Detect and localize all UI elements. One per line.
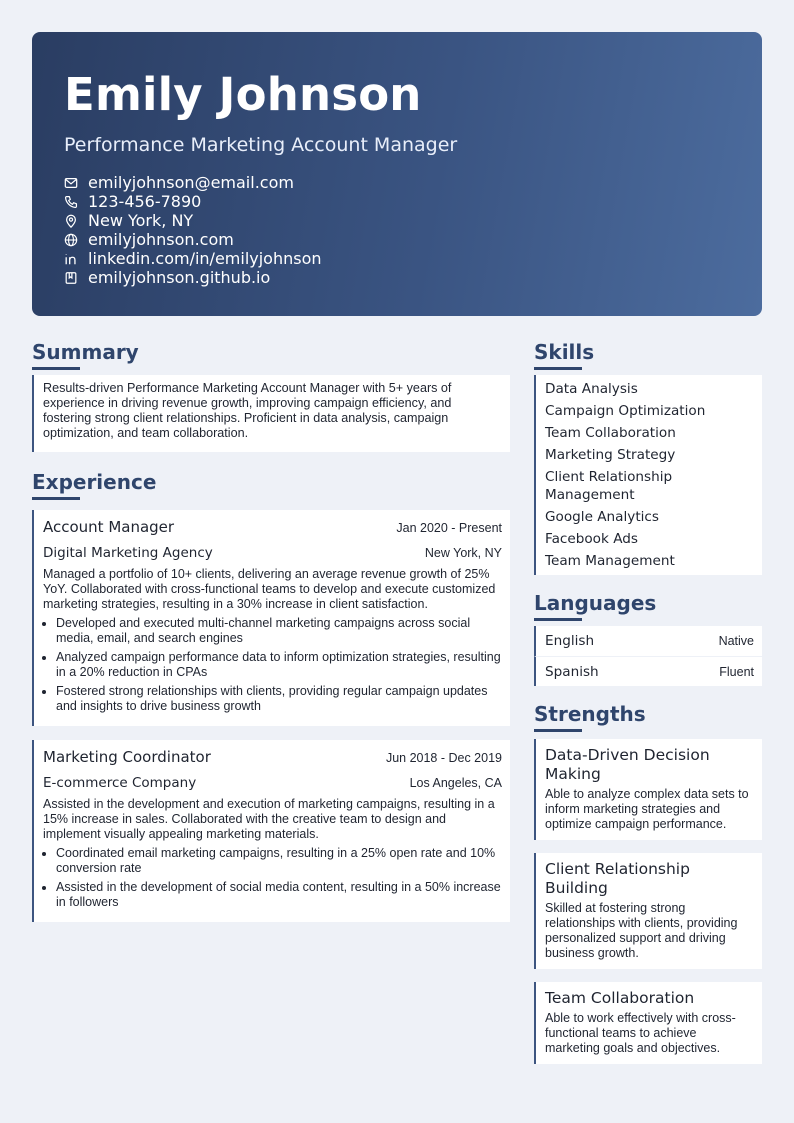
skill-item: Campaign Optimization: [545, 403, 706, 419]
strength-title: Client Relationship Building: [545, 860, 690, 897]
skill-item: Team Management: [545, 553, 675, 569]
contact-location: [64, 211, 730, 230]
skill-item: Google Analytics: [545, 509, 659, 525]
skill-item: Facebook Ads: [545, 531, 638, 547]
contact-github-text: emilyjohnson.github.io: [88, 268, 271, 287]
linkedin-icon: [64, 252, 78, 266]
job-company: Digital Marketing Agency: [43, 545, 213, 561]
skill-item: Team Collaboration: [545, 425, 676, 441]
main-column: [32, 338, 510, 922]
job-date: Jan 2020 - Present: [396, 521, 502, 535]
job-location: New York, NY: [424, 546, 502, 560]
contact-linkedin-text: linkedin.com/in/emilyjohnson: [88, 249, 322, 268]
contact-email[interactable]: [64, 173, 730, 192]
job-bullet: • Assisted in the development of social media content, resulting in a 50% increase in followers: [56, 880, 502, 910]
skills-heading: Skills: [534, 338, 762, 370]
strength-card: [534, 982, 762, 1064]
strength-card: [534, 853, 762, 969]
strength-description: Able to analyze complex data sets to inform marketing strategies and optimize campaign performance.: [545, 787, 749, 831]
language-name: English: [545, 633, 595, 649]
language-name: Spanish: [545, 663, 599, 680]
resume-header: [32, 32, 762, 316]
job-bullets: [43, 616, 502, 714]
candidate-name: Emily Johnson: [64, 68, 422, 121]
candidate-title: Performance Marketing Account Manager: [64, 134, 458, 156]
skills-card: [534, 375, 762, 575]
contact-list: [64, 173, 730, 287]
phone-icon: [64, 195, 78, 209]
skill-item: Data Analysis: [545, 381, 638, 397]
email-icon: [64, 176, 78, 190]
contact-phone[interactable]: [64, 192, 730, 211]
location-icon: [64, 214, 78, 228]
language-level: Native: [718, 634, 754, 648]
contact-email-text: emilyjohnson@email.com: [88, 173, 294, 192]
job-location: Los Angeles, CA: [409, 776, 502, 790]
job-bullet: • Developed and executed multi-channel marketing campaigns across social media, email, and search engines: [56, 616, 502, 646]
skill-item: Marketing Strategy: [545, 447, 676, 463]
job-bullets: [43, 846, 502, 910]
strengths-heading: Strengths: [534, 700, 762, 732]
contact-linkedin[interactable]: [64, 249, 730, 268]
job-date: Jun 2018 - Dec 2019: [385, 751, 502, 765]
job-title: Account Manager: [43, 518, 175, 536]
github-icon: [64, 271, 78, 285]
language-row: [534, 656, 762, 686]
job-bullet: • Fostered strong relationships with clients, providing regular campaign updates and insights to drive business growth: [56, 684, 502, 714]
language-row: [534, 626, 762, 656]
strength-title: Team Collaboration: [545, 989, 695, 1007]
job-title: Marketing Coordinator: [43, 748, 211, 766]
job-description: Managed a portfolio of 10+ clients, delivering an average revenue growth of 25% YoY. Collaborated with cross-functional teams to develop and execute customized marketing strategies, resulting in a 30% increase in client satisfaction.: [43, 567, 496, 611]
strength-title: Data-Driven Decision Making: [545, 746, 710, 783]
globe-icon: [64, 233, 78, 247]
job-entry: [32, 510, 510, 726]
contact-website-text: emilyjohnson.com: [88, 230, 234, 249]
job-company: E-commerce Company: [43, 775, 197, 791]
contact-phone-text: 123-456-7890: [88, 192, 202, 211]
skill-item: Client Relationship Management: [545, 469, 673, 503]
contact-website[interactable]: [64, 230, 730, 249]
contact-github[interactable]: [64, 268, 730, 287]
side-column: [534, 338, 762, 1064]
summary-text: Results-driven Performance Marketing Account Manager with 5+ years of experience in driving revenue growth, improving campaign efficiency, and fostering strong client relationships. Proficient in data analysis, campaign optimization, and team collaboration.: [43, 381, 452, 440]
summary-card: [32, 375, 510, 452]
job-description: Assisted in the development and execution of marketing campaigns, resulting in a 15% increase in sales. Collaborated with the creative team to design and implement visually appealing marketing materials.: [43, 797, 495, 841]
job-bullet: • Coordinated email marketing campaigns, resulting in a 25% open rate and 10% conversion rate: [56, 846, 502, 876]
job-entry: [32, 740, 510, 922]
language-level: Fluent: [719, 664, 754, 679]
languages-heading: Languages: [534, 589, 762, 621]
job-bullet: • Analyzed campaign performance data to inform optimization strategies, resulting in a 20% reduction in CPAs: [56, 650, 502, 680]
contact-location-text: New York, NY: [88, 211, 194, 230]
strength-description: Able to work effectively with cross-functional teams to achieve marketing goals and objectives.: [545, 1011, 736, 1055]
experience-heading: Experience: [32, 468, 510, 500]
strength-card: [534, 739, 762, 840]
languages-card: [534, 626, 762, 686]
strength-description: Skilled at fostering strong relationships with clients, providing personalized support and driving business growth.: [545, 901, 738, 960]
summary-heading: Summary: [32, 338, 510, 370]
